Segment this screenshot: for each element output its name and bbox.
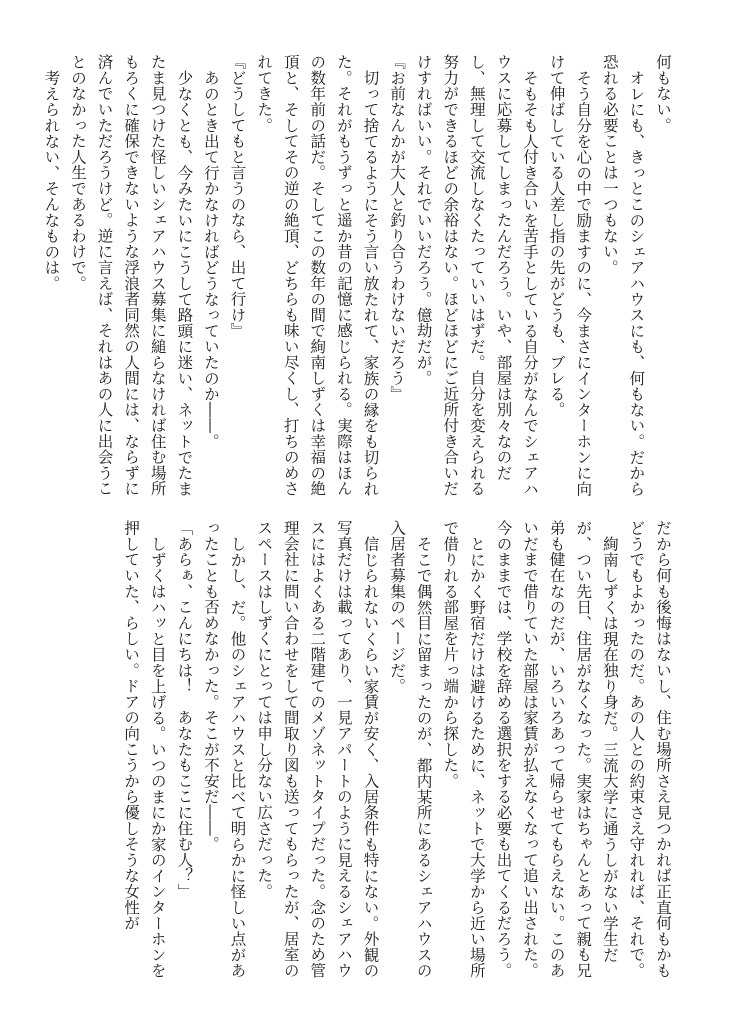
bottom-text-block — [58, 520, 676, 990]
paragraph: そう自分を心の中で励ますのに、今まさにインターホンに向けて伸ばしている人差し指の先がどうも、ブレる。 — [547, 54, 593, 497]
paragraph: しずくはハッと目を上げる。いつのまにか家のインターホンを押していた、らしい。ドアの向こうから優しそうな女性が — [122, 520, 167, 978]
paragraph: オレにも、きっとこのシェアハウスにも、何もない。だから恐れる必要ことは一つもない。 — [600, 54, 646, 497]
paragraph: とにかく野宿だけは避けるために、ネットで大学から近い場所で借りれる部屋を片っ端から探した。 — [441, 520, 486, 978]
paragraph: あのとき出て行かなければどうなっていたのか――。 — [201, 69, 220, 449]
paragraph: そこで偶然目に留まったのが、都内某所にあるシェアハウスの入居者募集のページだ。 — [388, 520, 433, 978]
paragraph: 何もない。 — [654, 54, 672, 133]
paragraph: 切って捨てるようにそう言い放たれて、家族の縁をも切られた。それがもうずっと遥か昔の記憶に感じられる。実際はほんの数年前の話だ。そしてこの数年の間で絢南しずくは幸福の絶頂と、そしてその逆の絶頂、どちらも味い尽くし、打ちのめされてきた。 — [255, 54, 380, 497]
paragraph: だから何も後悔はないし、住む場所さえ見つかれば正直何もかもどうでもよかったのだ。あの人との約束さえ守れれば、それで。 — [627, 520, 672, 979]
paragraph: しかし、だ。他のシェアハウスと比べて明らかに怪しい点があったことも否めなかった。そこが不安だ――。 — [201, 520, 247, 978]
dialogue-line: 「あらぁ、こんにちは！ あなたもここに住む人？」 — [175, 520, 194, 900]
top-text-block — [42, 54, 676, 509]
paragraph: そもそも人付き合いを苦手としている自分がなんでシェアハウスに応募してしまったんだろう。いや、部屋は別々なのだし、無理して交流しなくたっていいはずだ。自分を変えられる努力ができるほどの余裕はない。ほどほどにご近所付き合いだけすればいい。それでいいだろう。億劫だが。 — [414, 54, 540, 497]
paragraph: 少なくとも、今みたいにこうして路頭に迷い、ネットでたまたま見つけた怪しいシェアハウス募集に縋らなければ住む場所もろくに確保できないような浮浪者同然の人間には、ならずに済んでいただろうけど。逆に言えば、それはあの人に出会うことのなかった人生であるわけで。 — [68, 54, 194, 497]
dialogue-line: 『どうしてもと言うのなら、出て行け』 — [228, 54, 247, 339]
paragraph: 考えられない、そんなものは。 — [42, 69, 61, 291]
dialogue-line: 『お前なんかが大人と釣り合うわけないだろう』 — [388, 54, 407, 402]
paragraph: 絢南しずくは現在独り身だ。三流大学に通うしがない学生だが、つい先日、住居がなくなった。実家はちゃんとあって親も兄弟も健在なのだが、いろいろあって帰らせてもらえない。このあいだまで借りていた部屋は家賃が払えなくなって追い出された。今のままでは、学校を辞める選択をする必要も出てくるだろう。 — [494, 520, 619, 979]
paragraph: 信じられないくらい家賃が安く、入居条件も特にない。外観の写真だけは載ってあり、一見アパートのように見えるシェアハウスにはよくある二階建てのメゾネットタイプだった。念のため管理会社に問い合わせをして間取り図も送ってもらったが、居室のスペースはしずくにとっては申し分ない広さだった。 — [255, 520, 380, 979]
